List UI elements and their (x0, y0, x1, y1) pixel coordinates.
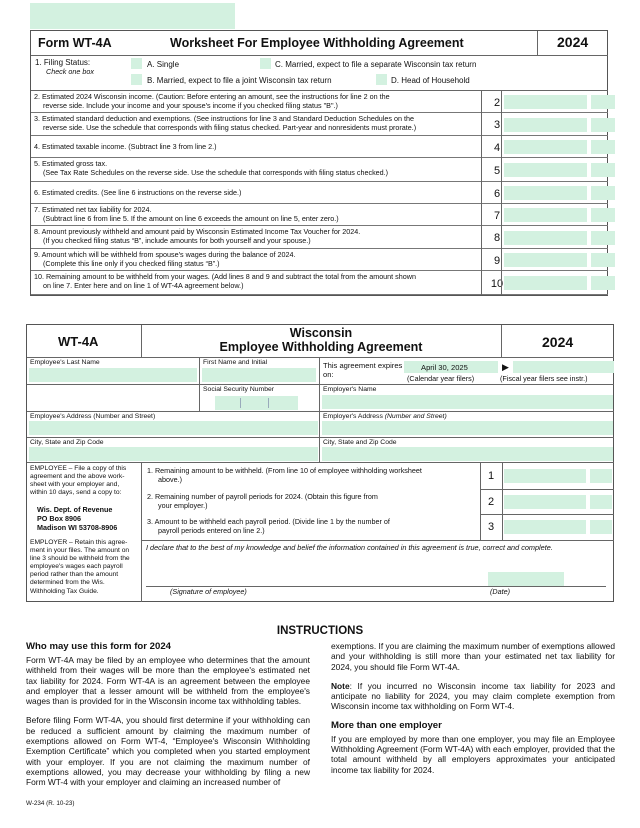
filing-status-c-label: C. Married, expect to file a separate Wisconsin tax return (275, 60, 477, 69)
address-line: PO Box 8906 (37, 514, 81, 523)
worksheet-line-2 (31, 91, 608, 113)
worksheet-line-8 (31, 226, 608, 249)
top-green-field[interactable] (30, 3, 235, 29)
fiscal-note: (Fiscal year filers see instr.) (500, 374, 588, 383)
last-name-field[interactable] (29, 368, 197, 382)
declaration: I declare that to the best of my knowledge and belief the information contained in this agreement is true, correct and complete. (146, 543, 553, 552)
line-text (34, 228, 479, 245)
last-name-label: Employee's Last Name (30, 359, 100, 366)
line-number: 2 (487, 496, 495, 508)
instructions-p4: Note: If you incurred no Wisconsin income tax liability for 2023 and anticipate no liability for 2024, you may claim complete exemption from Wisconsin income tax withholding on Form WT-4. (331, 680, 615, 712)
line-text-2: (See Tax Rate Schedules on the reverse side. Use the schedule that corresponds with filing status checked.) (43, 167, 389, 177)
line-text (34, 251, 479, 268)
amount-dollars-field[interactable] (504, 163, 587, 177)
line-text (147, 518, 477, 535)
line-text-2: (If you checked filing status “B”, include amounts for both yourself and your spouse.) (43, 235, 311, 245)
instructions-p1: Form WT-4A may be filed by an employee who determines that the amount withheld from their wages will be more than the employee's estimated net tax liability for 2024. Form WT-4A is an agreement between the employee and employer that a lesser amount will be withheld from the employee's wages than is provided for in the Wisconsin income tax withholding tables. (26, 655, 310, 707)
amount-cents-field[interactable] (590, 469, 612, 483)
line-text-1: 5. Estimated gross tax. (34, 159, 108, 168)
amount-dollars-field[interactable] (504, 186, 587, 200)
expires-label: This agreement expires on: (323, 361, 403, 379)
worksheet-line-6 (31, 182, 608, 204)
line-text (34, 93, 479, 110)
line-number: 8 (493, 232, 501, 244)
amount-cents-field[interactable] (591, 208, 615, 222)
amount-dollars-field[interactable] (504, 253, 587, 267)
worksheet-line-9 (31, 249, 608, 271)
instructions-p2: Before filing Form WT-4A, you should first determine if your withholding can be reduced a sufficient amount by claiming the maximum number of exemptions allowed on Form WT-4, “Employee's Wisconsin Withholding Exemption Certificate” which you completed when you started employment with your employer. If you are not claiming the maximum number of exemptions allowed, you may decrease your withholding by filing a new Form WT-4 with your employer and claiming an increased number of (26, 715, 310, 788)
line-number: 9 (493, 254, 501, 267)
line-text-1: 10. Remaining amount to be withheld from your wages. (Add lines 8 and 9 and subtract the total from the amount shown (34, 272, 416, 281)
line-number: 10 (490, 277, 504, 290)
agreement-title-line2: Employee Withholding Agreement (219, 340, 423, 354)
line-text (34, 115, 479, 132)
line-number: 5 (493, 164, 501, 177)
arrow-right-icon: ▶ (502, 362, 509, 372)
amount-cents-field[interactable] (591, 186, 615, 200)
agreement-line-3 (142, 514, 614, 540)
amount-cents-field[interactable] (591, 163, 615, 177)
line-text-2: above.) (158, 474, 182, 484)
worksheet-year: 2024 (557, 34, 589, 50)
worksheet-title: Worksheet For Employee Withholding Agreement (170, 36, 464, 50)
line-text-1: 9. Amount which will be withheld from spouse's wages during the balance of 2024. (34, 250, 296, 259)
employer-note: EMPLOYER – Retain this agree-ment in your files. The amount on line 3 should be withheld from the employee's wages each payroll period rather than the amount determined from the Wis. Withholding Tax Guide. (30, 539, 130, 595)
more-heading: More than one employer (331, 719, 442, 731)
line-text (34, 206, 479, 223)
employer-city-field[interactable] (322, 447, 613, 461)
agreement-title-line1: Wisconsin (289, 326, 353, 340)
ssn-label: Social Security Number (203, 386, 275, 393)
worksheet-form-label: Form WT-4A (38, 36, 112, 50)
amount-dollars-field[interactable] (504, 208, 587, 222)
employer-address-field[interactable] (322, 421, 613, 435)
first-name-field[interactable] (202, 368, 316, 382)
filing-status-b-checkbox[interactable] (131, 74, 142, 85)
address-line: Madison WI 53708-8906 (37, 523, 118, 532)
filing-status-d-label: D. Head of Household (391, 76, 470, 85)
amount-dollars-field[interactable] (504, 118, 587, 132)
line-text (147, 493, 477, 510)
line-text-1: 3. Estimated standard deduction and exemptions. (See instructions for line 3 and Standard Deduction Schedules on the (34, 114, 414, 123)
line-text (34, 189, 479, 198)
employee-address-label: Employee's Address (Number and Street) (30, 413, 156, 420)
line-text-1: 7. Estimated net tax liability for 2024. (34, 205, 152, 214)
employer-name-field[interactable] (322, 395, 613, 409)
agreement-line-2 (142, 489, 614, 514)
instructions-right-column (331, 641, 615, 775)
date-label: (Date) (490, 587, 510, 596)
amount-cents-field[interactable] (590, 520, 612, 534)
amount-cents-field[interactable] (591, 95, 615, 109)
amount-dollars-field[interactable] (504, 231, 587, 245)
agreement-year: 2024 (542, 334, 574, 350)
amount-cents-field[interactable] (591, 118, 615, 132)
worksheet-line-4 (31, 136, 608, 158)
line-text (34, 143, 479, 152)
line-text-1: 8. Amount previously withheld and amount paid by Wisconsin Estimated Income Tax Voucher for 2024. (34, 227, 361, 236)
signature-label: (Signature of employee) (170, 587, 247, 596)
amount-dollars-field[interactable] (504, 276, 587, 290)
worksheet-line-10 (31, 271, 608, 295)
line-text (34, 273, 479, 290)
agreement-title (141, 326, 501, 354)
expires-date: April 30, 2025 (421, 363, 468, 372)
agreement-line-1 (142, 463, 614, 489)
amount-cents-field[interactable] (591, 140, 615, 154)
instructions-heading: INSTRUCTIONS (276, 625, 364, 637)
amount-dollars-field[interactable] (504, 469, 586, 483)
mailing-address (37, 505, 117, 532)
line-text-1: 2. Remaining number of payroll periods for 2024. (Obtain this figure from (147, 492, 378, 501)
address-line: Wis. Dept. of Revenue (37, 505, 113, 514)
who-heading: Who may use this form for 2024 (26, 641, 172, 652)
line-text (147, 467, 477, 484)
line-number: 3 (493, 119, 501, 131)
filing-status-b-label: B. Married, expect to file a joint Wisconsin tax return (147, 76, 332, 85)
amount-dollars-field[interactable] (504, 495, 586, 509)
instructions-p5: If you are employed by more than one employer, you may file an Employee Withholding Agreement (Form WT-4A) with each employer, provided that the total amount withheld by all employers approximates your anticipated income tax liability for 2024. (331, 733, 615, 775)
line-number: 1 (487, 470, 495, 482)
employee-city-field[interactable] (29, 447, 318, 461)
line-text-2: your employer.) (158, 500, 208, 510)
instructions-p3: exemptions. If you are claiming the maximum number of exemptions allowed and your withholding is still more than your estimated net tax liability for 2024, you should file Form WT-4A. (331, 641, 615, 672)
filing-status-d-checkbox[interactable] (376, 74, 387, 85)
fiscal-date-field[interactable] (513, 361, 614, 373)
line-number: 6 (493, 187, 501, 200)
line-text-2: reverse side. Use the schedule that corresponds with filing status checked. Part-year and nonresidents must prorate.) (43, 122, 417, 132)
filing-status-a-label: A. Single (147, 60, 180, 69)
filing-status-a-checkbox[interactable] (131, 58, 142, 69)
form-code: W-234 (R. 10-23) (26, 800, 75, 807)
line-text-1: 1. Remaining amount to be withheld. (From line 10 of employee withholding worksheet (147, 466, 422, 475)
amount-dollars-field[interactable] (504, 95, 587, 109)
ssn-field[interactable] (215, 396, 298, 410)
employee-city-label: City, State and Zip Code (30, 439, 104, 446)
line-text-2: on line 7. Enter here and on line 1 of WT-4A agreement below.) (43, 280, 244, 290)
first-name-label: First Name and Initial (203, 359, 268, 366)
agreement-form-label: WT-4A (58, 334, 99, 349)
calendar-note: (Calendar year filers) (407, 374, 475, 383)
employer-city-label: City, State and Zip Code (323, 439, 397, 446)
amount-cents-field[interactable] (591, 276, 615, 290)
employer-name-label: Employer's Name (323, 386, 377, 393)
line-number: 7 (493, 209, 501, 222)
employer-address-label: Employer's Address (Number and Street) (323, 413, 447, 420)
line-text-1: 4. Estimated taxable income. (Subtract line 3 from line 2.) (34, 142, 217, 151)
amount-dollars-field[interactable] (504, 520, 586, 534)
worksheet-line-5 (31, 158, 608, 182)
filing-status-c-checkbox[interactable] (260, 58, 271, 69)
amount-cents-field[interactable] (591, 231, 615, 245)
line-text-1: 6. Estimated credits. (See line 6 instructions on the reverse side.) (34, 188, 242, 197)
instructions-left-column (26, 641, 310, 788)
amount-cents-field[interactable] (590, 495, 612, 509)
employee-note: EMPLOYEE – File a copy of this agreement and the above work-sheet with your employer and, within 10 days, send a copy to: (30, 465, 127, 497)
filing-status-sub: Check one box (46, 67, 94, 76)
worksheet-line-7 (31, 204, 608, 226)
amount-dollars-field[interactable] (504, 140, 587, 154)
line-text (34, 160, 479, 177)
amount-cents-field[interactable] (591, 253, 615, 267)
line-number: 4 (493, 141, 501, 154)
worksheet-line-3 (31, 113, 608, 136)
line-text-2: payroll periods entered on line 2.) (158, 525, 265, 535)
line-text-1: 2. Estimated 2024 Wisconsin income. (Caution: Before entering an amount, see the instructions for line 2 on the (34, 92, 390, 101)
line-text-2: (Complete this line only if you checked filing status “B”.) (43, 258, 220, 268)
line-number: 3 (487, 521, 495, 533)
line-text-2: (Subtract line 6 from line 5. If the amount on line 6 exceeds the amount on line 5, enter zero.) (43, 213, 339, 223)
employee-address-field[interactable] (29, 421, 318, 435)
filing-status-label: 1. Filing Status: (35, 58, 91, 67)
line-text-2: reverse side. Include your income and your spouse's income if you checked filing status "B".) (43, 100, 338, 110)
line-text-1: 3. Amount to be withheld each payroll period. (Divide line 1 by the number of (147, 517, 390, 526)
date-field[interactable] (488, 572, 564, 586)
line-number: 2 (493, 96, 501, 109)
